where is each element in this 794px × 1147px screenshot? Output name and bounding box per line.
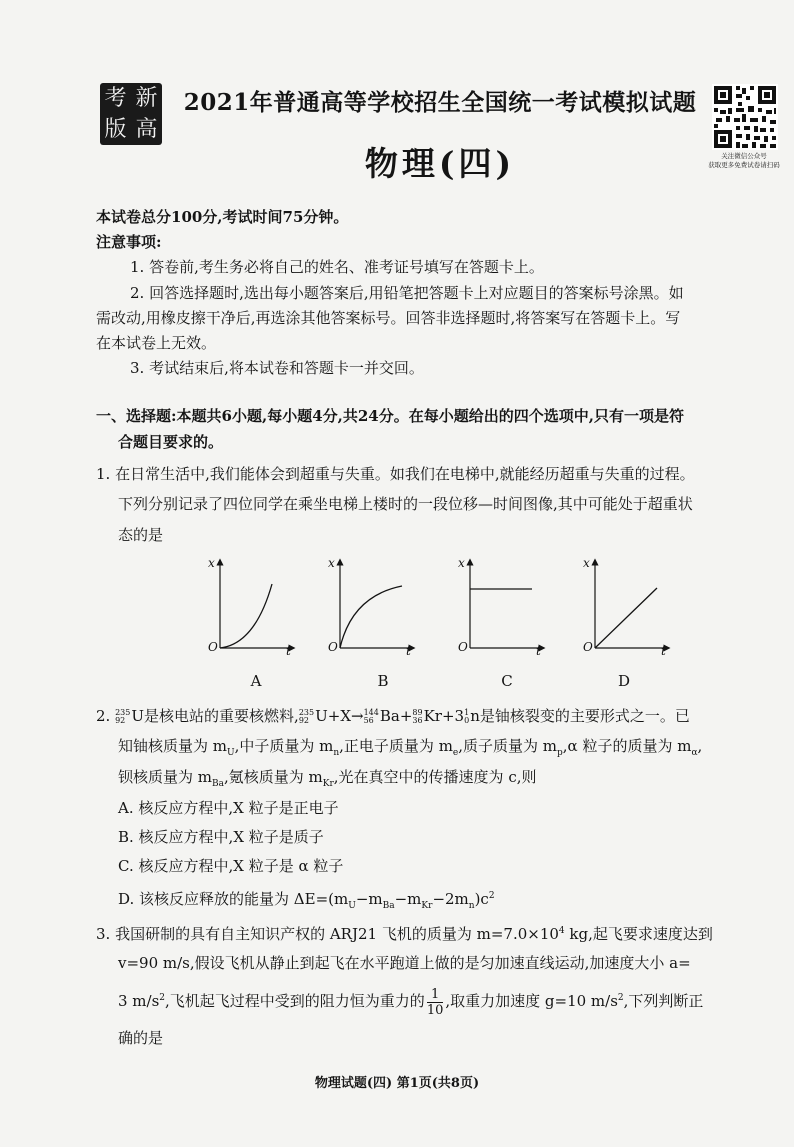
subscript: n <box>333 748 340 758</box>
graph-label-a: A <box>250 672 262 690</box>
axis-label-x: x <box>328 556 335 570</box>
element-symbol: n <box>470 707 480 725</box>
q2-text-fragment: 钡核质量为 m <box>118 768 212 786</box>
isotope-u <box>115 709 130 725</box>
q3-text-fragment: 3. 我国研制的具有自主知识产权的 ARJ21 飞机的质量为 m=7.0×10 <box>96 925 559 943</box>
element-symbol: Ba+ <box>379 707 413 725</box>
option-text: )c <box>474 890 489 908</box>
subscript: e <box>452 748 459 758</box>
isotope-u <box>299 709 314 725</box>
exam-title: 2021年普通高等学校招生全国统一考试模拟试题 <box>183 89 697 116</box>
section-heading: 一、选择题:本题共6小题,每小题4分,共24分。在每小题给出的四个选项中,只有一项是符 <box>96 407 684 425</box>
graph-label-b: B <box>377 672 389 690</box>
axis-label-t: t <box>536 644 541 658</box>
notice-heading: 注意事项: <box>96 233 162 251</box>
notice-item: 在本试卷上无效。 <box>96 334 217 352</box>
graph-label-d: D <box>617 672 631 690</box>
publisher-logo <box>100 83 162 145</box>
section-heading: 合题目要求的。 <box>118 433 224 451</box>
atomic-number: 56 <box>363 716 374 725</box>
axis-label-origin: O <box>208 640 218 654</box>
q2-text-fragment: 是核电站的重要核燃料, <box>144 707 299 725</box>
isotope-ba <box>364 709 379 725</box>
axis-label-x: x <box>458 556 465 570</box>
question-3-text: v=90 m/s,假设飞机从静止到起飞在水平跑道上做的是匀加速直线运动,加速度大小 a= <box>118 954 691 972</box>
subscript: U <box>227 748 235 758</box>
axis-label-origin: O <box>458 640 468 654</box>
axis-label-t: t <box>286 644 291 658</box>
fraction-numerator: 1 <box>427 987 444 1003</box>
qr-caption-line: 关注微信公众号 <box>721 152 767 160</box>
q3-text-fragment: ,下列判断正 <box>623 992 704 1010</box>
option-text: −m <box>394 890 422 908</box>
mass-number: 235 <box>298 708 315 717</box>
mass-number: 235 <box>115 708 131 717</box>
question-2-text <box>118 765 537 796</box>
element-symbol: U <box>131 707 145 725</box>
question-1-text: 态的是 <box>118 526 164 544</box>
logo-char: 考 <box>104 86 127 111</box>
mass-number: 89 <box>412 708 423 717</box>
notice-item: 2. 回答选择题时,选出每小题答案后,用铅笔把答题卡上对应题目的答案标号涂黑。如 <box>130 284 684 302</box>
logo-char: 高 <box>135 117 158 142</box>
superscript: 2 <box>617 993 624 1003</box>
q3-text-fragment: ,取重力加速度 g=10 m/s <box>445 992 618 1010</box>
question-number: 2. <box>96 707 111 725</box>
subscript: p <box>557 748 563 758</box>
atomic-number: 36 <box>412 716 423 725</box>
q2-text-fragment: ,质子质量为 m <box>458 737 558 755</box>
notice-item: 需改动,用橡皮擦干净后,再选涂其他答案标号。回答非选择题时,将答案写在答题卡上。写 <box>96 309 681 327</box>
q3-text-fragment: 3 m/s <box>118 992 160 1010</box>
mass-number: 144 <box>363 708 379 717</box>
question-3-text: 确的是 <box>118 1029 164 1047</box>
fraction-denominator: 10 <box>426 1002 444 1018</box>
page-footer: 物理试题(四) 第1页(共8页) <box>314 1076 480 1091</box>
fraction <box>427 987 444 1018</box>
subscript: Kr <box>421 901 433 911</box>
mass-number: 1 <box>464 708 470 717</box>
option-text: −m <box>355 890 383 908</box>
score-line: 本试卷总分100分,考试时间75分钟。 <box>96 208 349 226</box>
option-text: −2m <box>432 890 469 908</box>
isotope-kr <box>412 709 422 725</box>
atomic-number: 92 <box>298 716 309 725</box>
option-d <box>118 884 495 918</box>
atomic-number: 92 <box>115 716 126 725</box>
atomic-number: 0 <box>464 716 470 725</box>
axis-label-t: t <box>661 644 666 658</box>
axis-label-origin: O <box>328 640 338 654</box>
option-a: A. 核反应方程中,X 粒子是正电子 <box>118 799 339 817</box>
subscript: Ba <box>212 779 224 789</box>
subscript: Ba <box>382 901 395 911</box>
exam-subject: 物理(四) <box>364 144 516 183</box>
subscript: U <box>348 901 356 911</box>
question-3-text <box>118 986 703 1018</box>
question-2-text <box>118 734 702 765</box>
qr-code-icon <box>712 84 778 150</box>
axis-label-origin: O <box>583 640 593 654</box>
q2-text-fragment: ,α 粒子的质量为 m <box>562 737 692 755</box>
element-symbol: U <box>315 707 328 725</box>
axis-label-t: t <box>406 644 411 658</box>
question-2-text <box>96 704 690 728</box>
q2-text-fragment: 知铀核质量为 m <box>118 737 227 755</box>
superscript: 4 <box>558 926 565 936</box>
subscript: α <box>691 748 698 758</box>
qr-caption-line: 获取更多免费试卷请扫码 <box>708 161 780 169</box>
q2-text-fragment: ,正电子质量为 m <box>339 737 453 755</box>
option-text: D. 该核反应释放的能量为 ΔE=(m <box>118 890 349 908</box>
q2-text-fragment: ,氪核质量为 m <box>223 768 323 786</box>
isotope-n <box>464 709 469 725</box>
question-3-text <box>96 919 713 946</box>
q3-text-fragment: kg,起飞要求速度达到 <box>564 925 713 943</box>
axis-label-x: x <box>583 556 590 570</box>
graph-label-c: C <box>501 672 513 690</box>
q2-text-fragment: ,光在真空中的传播速度为 c,则 <box>333 768 537 786</box>
axis-label-x: x <box>208 556 215 570</box>
superscript: 2 <box>488 891 495 901</box>
q2-text-fragment: ,中子质量为 m <box>234 737 334 755</box>
option-b: B. 核反应方程中,X 粒子是质子 <box>118 828 324 846</box>
subscript: n <box>468 901 475 911</box>
notice-item: 1. 答卷前,考生务必将自己的姓名、准考证号填写在答题卡上。 <box>130 258 544 276</box>
logo-char: 新 <box>135 86 158 111</box>
q2-text-fragment: 是铀核裂变的主要形式之一。已 <box>479 707 690 725</box>
q3-text-fragment: ,飞机起飞过程中受到的阻力恒为重力的 <box>165 992 425 1010</box>
notice-item: 3. 考试结束后,将本试卷和答题卡一并交回。 <box>130 359 424 377</box>
superscript: 2 <box>159 993 166 1003</box>
question-1-text: 1. 在日常生活中,我们能体会到超重与失重。如我们在电梯中,就能经历超重与失重的过程。 <box>96 465 695 483</box>
option-c: C. 核反应方程中,X 粒子是 α 粒子 <box>118 857 344 875</box>
qr-caption <box>698 152 790 170</box>
q2-text-fragment: +X→ <box>327 707 364 725</box>
question-1-text: 下列分别记录了四位同学在乘坐电梯上楼时的一段位移—时间图像,其中可能处于超重状 <box>118 495 693 513</box>
logo-char: 版 <box>104 117 127 142</box>
q2-text-fragment: , <box>697 737 703 755</box>
subscript: Kr <box>322 779 334 789</box>
element-symbol: Kr+3 <box>423 707 465 725</box>
